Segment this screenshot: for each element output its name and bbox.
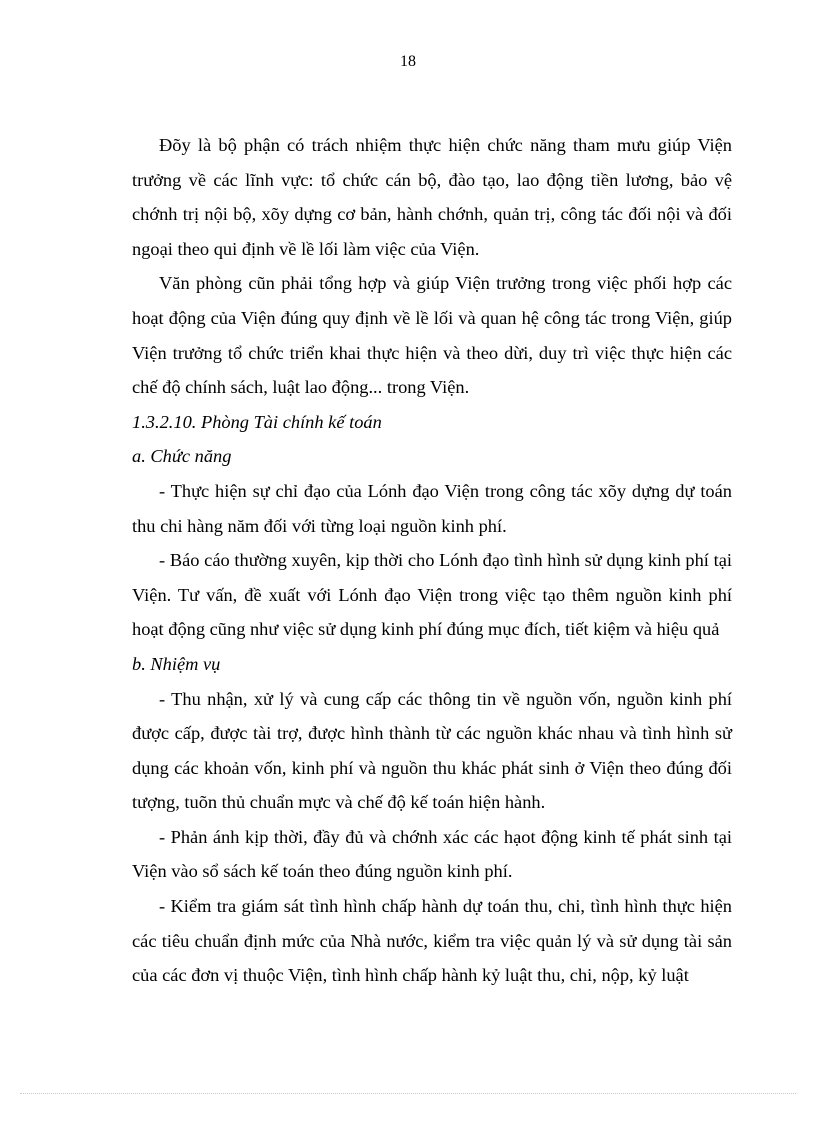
- document-body: [132, 128, 732, 993]
- paragraph-office-responsibilities: Đõy là bộ phận có trách nhiệm thực hiện chức năng tham mưu giúp Viện trưởng về các lĩnh vực: tổ chức cán bộ, đào tạo, lao động tiền lương, bảo vệ chớnh trị nội bộ, xõy dựng cơ bản, hành chớnh, quản trị, công tác đối nội và đối ngoại theo qui định về lề lối làm việc của Viện.: [132, 135, 732, 259]
- paragraph-duty-recording: - Phản ánh kịp thời, đầy đủ và chớnh xác các hạot động kinh tế phát sinh tại Viện vào sổ sách kế toán theo đúng nguồn kinh phí.: [132, 826, 732, 882]
- paragraph-function-reporting: - Báo cáo thường xuyên, kịp thời cho Lónh đạo tình hình sử dụng kinh phí tại Viện. Tư vấn, đề xuất với Lónh đạo Viện trong việc tạo thêm nguồn kinh phí hoạt động cũng như việc sử dụng kinh phí đúng mục đích, tiết kiệm và hiệu quả: [132, 550, 732, 640]
- page-bottom-divider: [20, 1093, 796, 1094]
- paragraph-office-coordination: Văn phòng cũn phải tổng hợp và giúp Viện trưởng trong việc phối hợp các hoạt động của Viện đúng quy định về lề lối và quan hệ công tác trong Viện, giúp Viện trưởng tổ chức triển khai thực hiện và theo dừi, duy trì việc thực hiện các chế độ chính sách, luật lao động... trong Viện.: [132, 273, 732, 398]
- paragraph-function-budget: - Thực hiện sự chỉ đạo của Lónh đạo Viện trong công tác xõy dựng dự toán thu chi hàng năm đối với từng loại nguồn kinh phí.: [132, 480, 732, 536]
- paragraph-duty-information: - Thu nhận, xử lý và cung cấp các thông tin về nguồn vốn, nguồn kinh phí được cấp, được tài trợ, được hình thành từ các nguồn khác nhau và tình hình sử dụng các khoản vốn, kinh phí và nguồn thu khác phát sinh ở Viện theo đúng đối tượng, tuõn thủ chuẩn mực và chế độ kế toán hiện hành.: [132, 688, 732, 813]
- subheading-duties: b. Nhiệm vụ: [132, 653, 221, 674]
- section-heading-finance-department: 1.3.2.10. Phòng Tài chính kế toán: [132, 411, 382, 432]
- subheading-functions: a. Chức năng: [132, 446, 232, 467]
- page-number: 18: [400, 53, 416, 70]
- paragraph-duty-inspection: - Kiểm tra giám sát tình hình chấp hành dự toán thu, chi, tình hình thực hiện các tiêu chuẩn định mức của Nhà nước, kiểm tra việc quản lý và sử dụng tài sản của các đơn vị thuộc Viện, tình hình chấp hành kỷ luật thu, chi, nộp, kỷ luật: [132, 896, 732, 986]
